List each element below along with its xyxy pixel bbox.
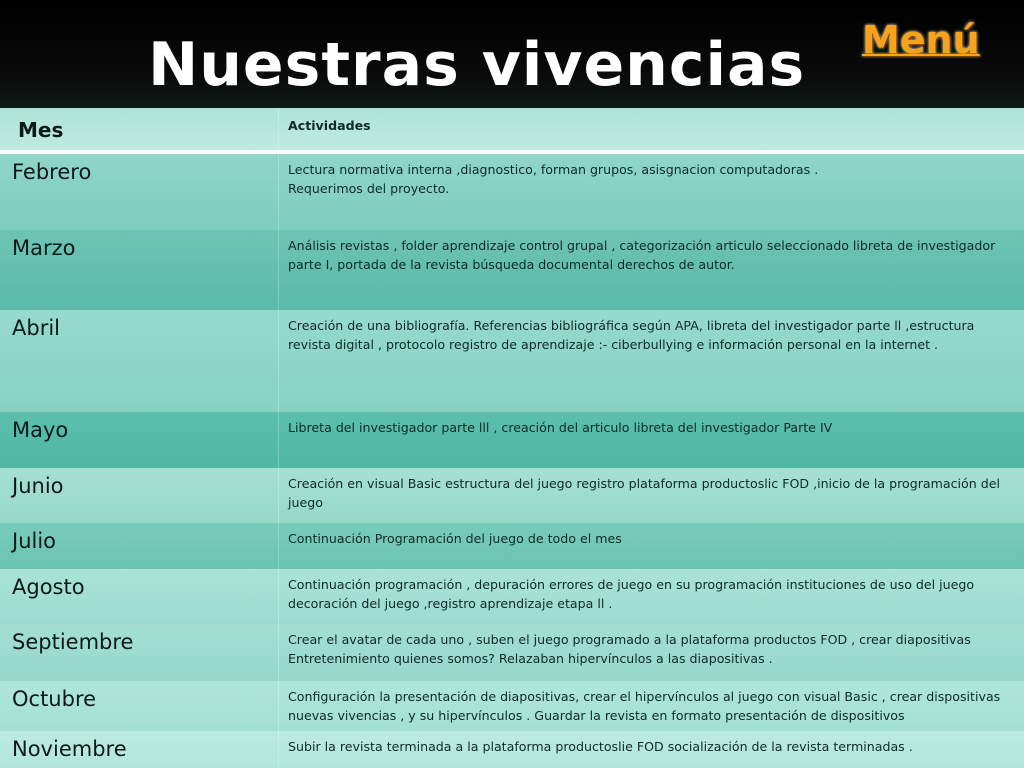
table-row <box>0 569 1024 624</box>
table-header-row <box>0 108 1024 154</box>
activity-cell: Continuación Programación del juego de todo el mes <box>288 531 622 546</box>
column-header-actividades: Actividades <box>288 118 371 133</box>
header-bar <box>0 0 1024 108</box>
month-cell: Noviembre <box>12 737 127 761</box>
table-row <box>0 468 1024 523</box>
table-row <box>0 523 1024 569</box>
table-row <box>0 230 1024 310</box>
activity-cell: Continuación programación , depuración errores de juego en su programación instituciones de uso del juego decoración del juego ,registro aprendizaje etapa ll . <box>288 577 975 611</box>
menu-link[interactable]: Menú <box>862 18 980 62</box>
table-row <box>0 310 1024 412</box>
month-cell: Julio <box>12 529 57 553</box>
month-cell: Mayo <box>12 418 69 442</box>
activity-line: Requerimos del proyecto. <box>288 181 450 196</box>
page-title: Nuestras vivencias <box>148 30 806 100</box>
activity-cell: Análisis revistas , folder aprendizaje control grupal , categorización articulo seleccionado libreta de investigador parte I, portada de la revista búsqueda documental derechos de autor. <box>288 238 996 272</box>
column-header-mes: Mes <box>18 118 64 142</box>
table-row <box>0 624 1024 681</box>
activity-cell: Subir la revista terminada a la plataforma productoslie FOD socialización de la revista terminadas . <box>288 739 913 754</box>
activity-cell: Creación en visual Basic estructura del juego registro plataforma productoslic FOD ,inicio de la programación del juego <box>288 476 1000 510</box>
month-cell: Agosto <box>12 575 85 599</box>
table-row <box>0 154 1024 230</box>
month-cell: Octubre <box>12 687 97 711</box>
activity-cell: Crear el avatar de cada uno , suben el juego programado a la plataforma productos FOD , crear diapositivas Entretenimiento quienes somos? Relazaban hipervínculos a las diapositivas . <box>288 632 971 666</box>
table-row <box>0 412 1024 468</box>
activity-cell <box>288 160 1012 198</box>
activities-table <box>0 108 1024 768</box>
column-divider <box>278 108 279 768</box>
month-cell: Junio <box>12 474 64 498</box>
month-cell: Marzo <box>12 236 76 260</box>
activity-cell: Creación de una bibliografía. Referencias bibliográfica según APA, libreta del investigador parte ll ,estructura revista digital , protocolo registro de aprendizaje :- ciberbullying e información personal en la internet . <box>288 318 975 352</box>
month-cell: Febrero <box>12 160 92 184</box>
activity-line: Lectura normativa interna ,diagnostico, forman grupos, asisgnacion computadoras . <box>288 162 819 177</box>
table-row <box>0 731 1024 768</box>
month-cell: Septiembre <box>12 630 134 654</box>
month-cell: Abril <box>12 316 60 340</box>
activity-cell: Libreta del investigador parte lll , creación del articulo libreta del investigador Parte IV <box>288 420 833 435</box>
table-row <box>0 681 1024 731</box>
activity-cell: Configuración la presentación de diapositivas, crear el hipervínculos al juego con visual Basic , crear dispositivas nuevas vivencias , y su hipervínculos . Guardar la revista en formato presentación de dispositivos <box>288 689 1001 723</box>
